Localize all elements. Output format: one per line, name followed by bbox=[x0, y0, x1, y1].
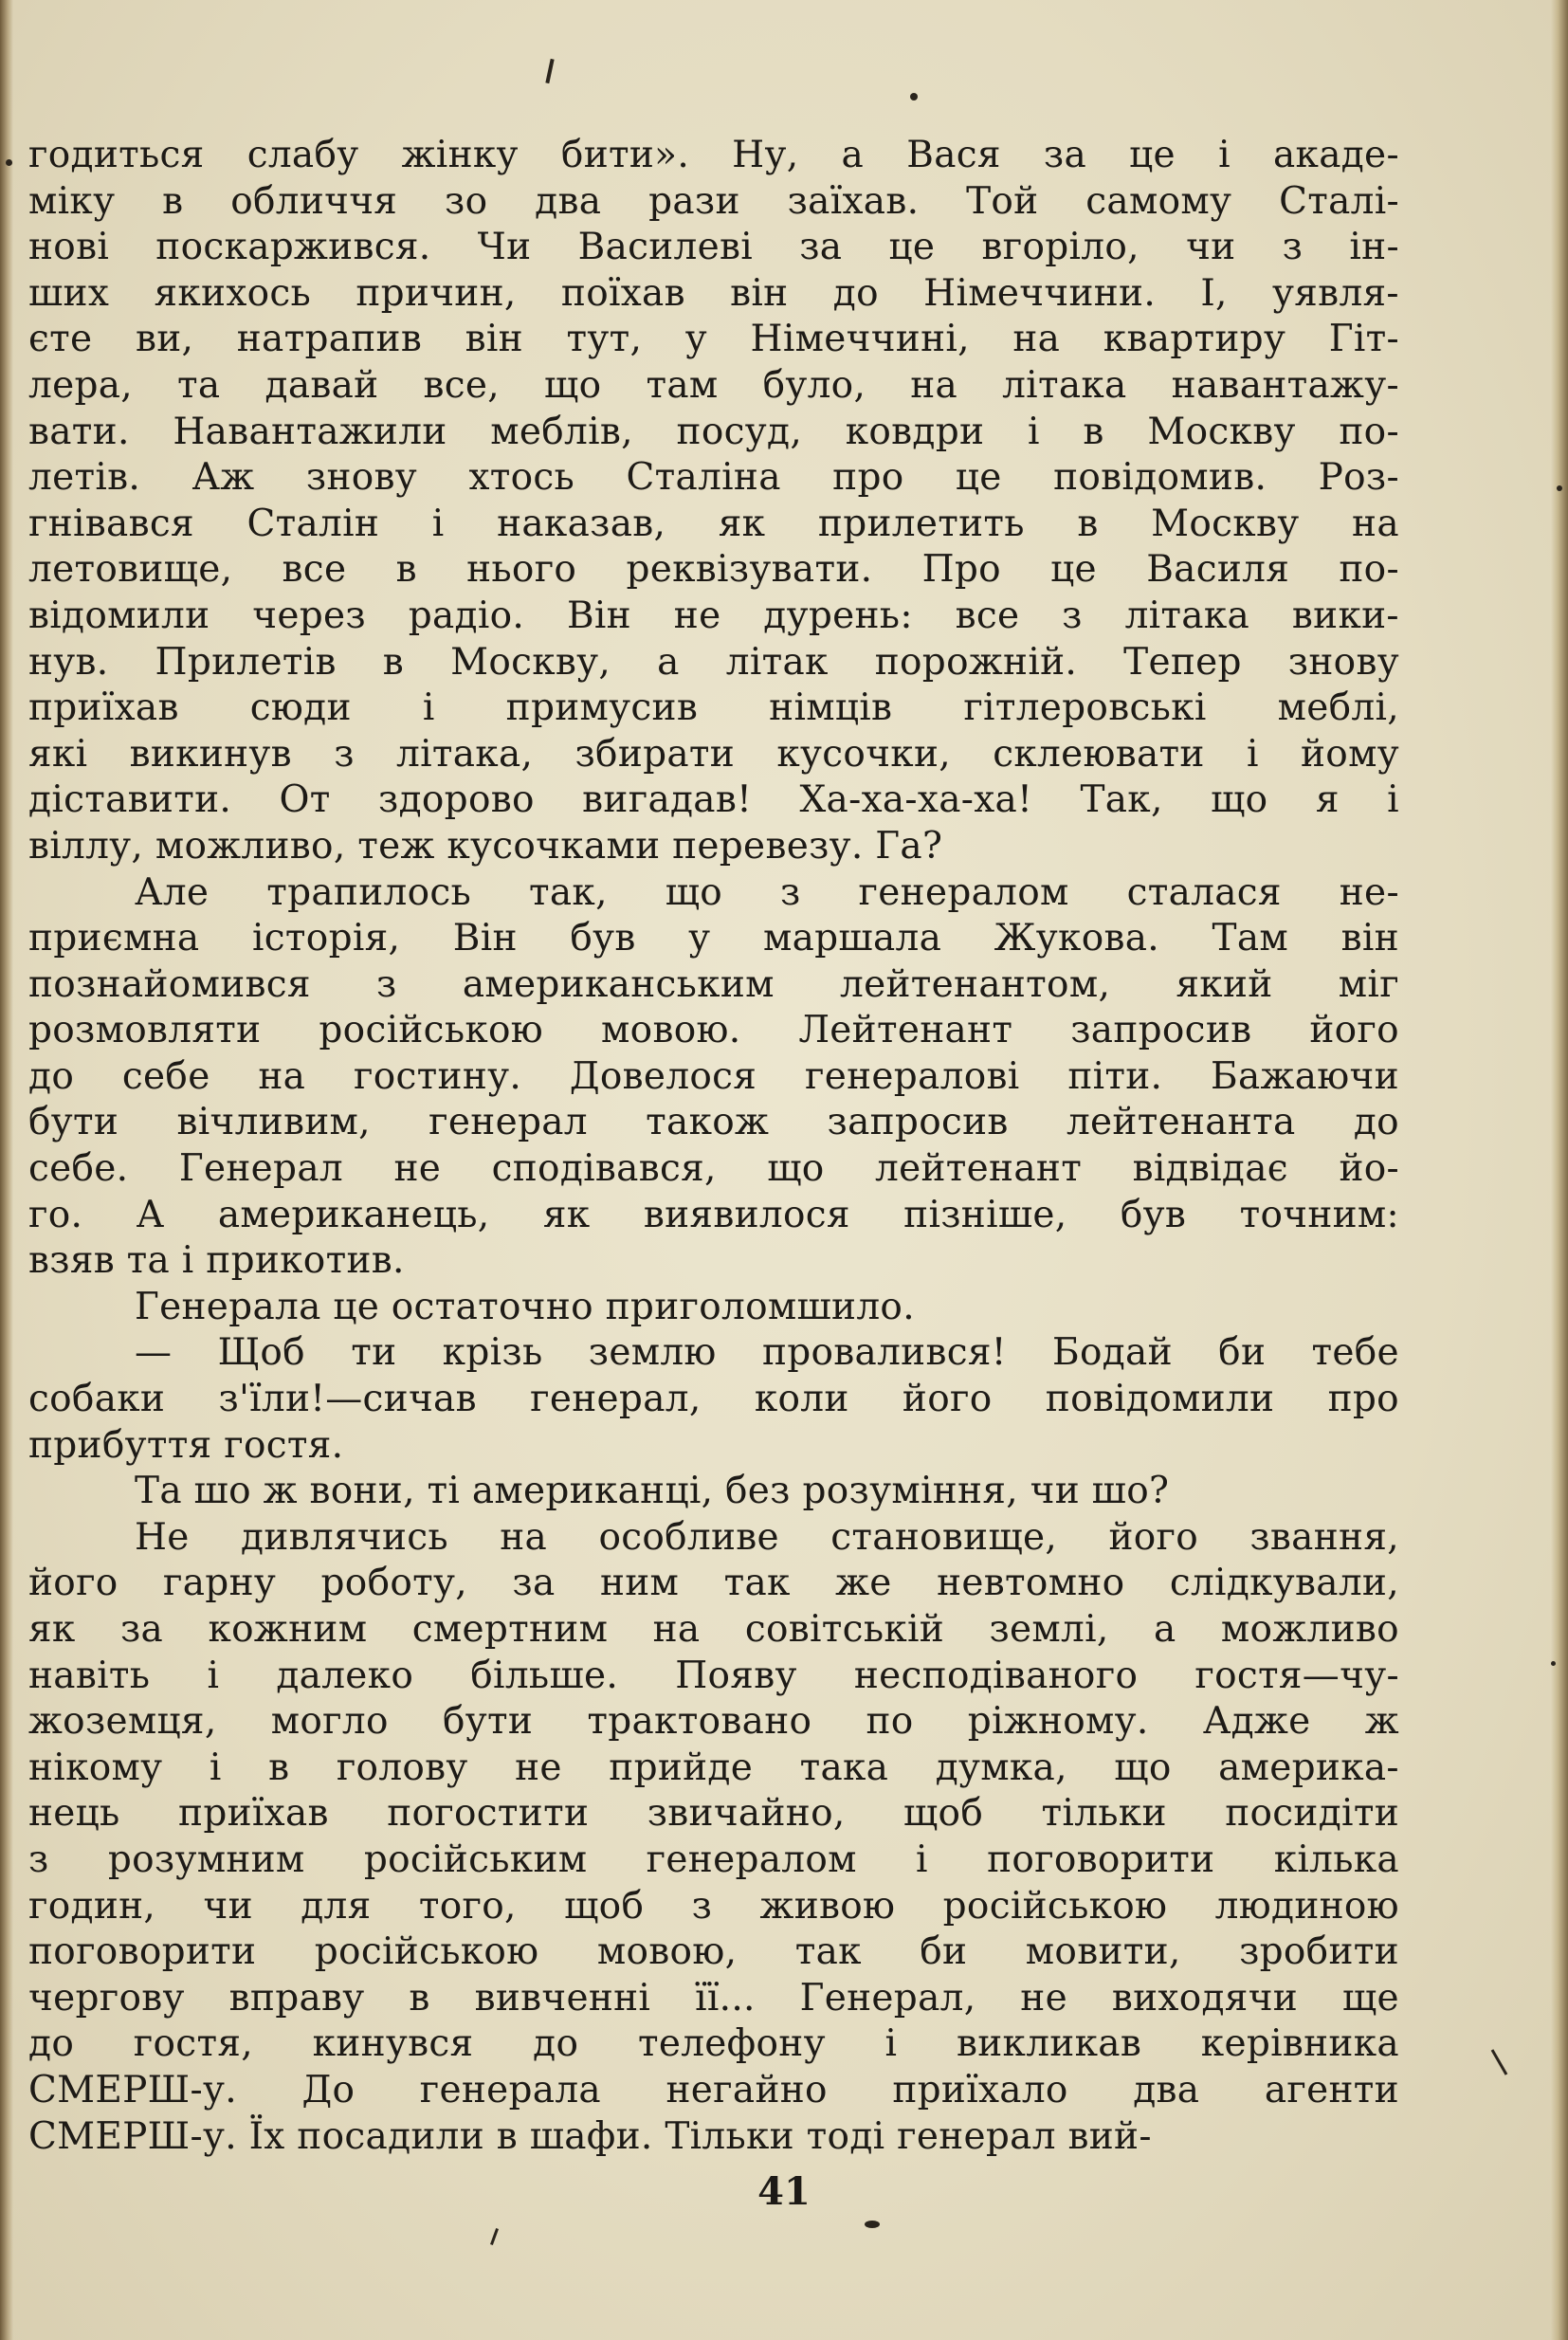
text-line: прибуття гостя. bbox=[28, 1423, 344, 1467]
text-line: СМЕРШ-у. До генерала негайно приїхало два агенти bbox=[28, 2068, 1399, 2111]
scan-mark bbox=[490, 2228, 499, 2245]
text-line: познайомився з американським лейтенантом, який міг bbox=[28, 962, 1399, 1006]
text-line: го. А американець, як виявилося пізніше, був точним: bbox=[28, 1193, 1399, 1236]
scan-mark bbox=[865, 2221, 880, 2228]
page-edge-right bbox=[1551, 0, 1568, 2340]
text-line: нець приїхав погостити звичайно, щоб тільки посидіти bbox=[28, 1792, 1399, 1836]
text-line: нікому і в голову не прийде така думка, що америка- bbox=[28, 1746, 1399, 1789]
paragraph bbox=[28, 1285, 1399, 1331]
scan-mark bbox=[6, 159, 12, 166]
text-line: Але трапилось так, що з генералом сталася не- bbox=[135, 870, 1399, 914]
body-text bbox=[28, 133, 1399, 2160]
text-line: летовище, все в нього реквізувати. Про це Василя по- bbox=[28, 548, 1399, 592]
scan-mark bbox=[910, 93, 918, 101]
scan-mark bbox=[1557, 485, 1562, 491]
text-line: себе. Генерал не сподівався, що лейтенант відвідає йо- bbox=[28, 1147, 1399, 1191]
text-line: вати. Навантажили меблів, посуд, ковдри і в Москву по- bbox=[28, 410, 1399, 453]
text-line: нові поскаржився. Чи Василеві за це вгоріло, чи з ін- bbox=[28, 226, 1399, 269]
text-line: міку в обличчя зо два рази заїхав. Той самому Сталі- bbox=[28, 179, 1399, 223]
text-line: як за кожним смертним на совітській землі, а можливо bbox=[28, 1608, 1399, 1651]
text-line: єте ви, натрапив він тут, у Німеччині, на квартиру Гіт- bbox=[28, 318, 1399, 361]
text-line: його гарну роботу, за ним так же невтомно слідкували, bbox=[28, 1562, 1399, 1605]
text-line: приємна історія, Він був у маршала Жукова. Там він bbox=[28, 917, 1399, 960]
scan-mark bbox=[1491, 2049, 1508, 2075]
text-line: які викинув з літака, збирати кусочки, склеювати і йому bbox=[28, 732, 1399, 776]
text-line: з розумним російським генералом і поговорити кілька bbox=[28, 1837, 1399, 1881]
text-line: відомили через радіо. Він не дурень: все з літака вики- bbox=[28, 594, 1399, 637]
text-line: нув. Прилетів в Москву, а літак порожній. Тепер знову bbox=[28, 640, 1399, 684]
text-line: Генерала це остаточно приголомшило. bbox=[135, 1285, 915, 1328]
text-line: Не дивлячись на особливе становище, його звання, bbox=[135, 1515, 1399, 1559]
paragraph bbox=[28, 870, 1399, 1285]
text-line: жоземця, могло бути трактовано по ріжному. Адже ж bbox=[28, 1700, 1399, 1744]
text-line: — Щоб ти крізь землю провалився! Бодай би тебе bbox=[135, 1331, 1399, 1375]
text-line: приїхав сюди і примусив німців гітлеровські меблі, bbox=[28, 686, 1399, 730]
text-line: до себе на гостину. Довелося генералові піти. Бажаючи bbox=[28, 1054, 1399, 1098]
text-line: поговорити російською мовою, так би мовити, зробити bbox=[28, 1930, 1399, 1974]
text-line: лера, та давай все, що там було, на літака навантажу- bbox=[28, 363, 1399, 407]
scan-mark bbox=[545, 59, 554, 83]
text-line: діставити. От здорово вигадав! Ха-ха-ха-ха! Так, що я і bbox=[28, 778, 1399, 822]
text-line: розмовляти російською мовою. Лейтенант запросив його bbox=[28, 1009, 1399, 1052]
paragraph bbox=[28, 1330, 1399, 1469]
text-line: собаки з'їли!—сичав генерал, коли його повідомили про bbox=[28, 1378, 1399, 1421]
scan-mark bbox=[1551, 1661, 1556, 1666]
text-line: бути вічливим, генерал також запросив лейтенанта до bbox=[28, 1101, 1399, 1144]
paragraph bbox=[28, 1515, 1399, 2160]
text-line: СМЕРШ-у. Їх посадили в шафи. Тільки тоді генерал вий- bbox=[28, 2114, 1152, 2158]
paragraph bbox=[28, 1469, 1399, 1515]
text-line: ших якихось причин, поїхав він до Німеччини. І, уявля- bbox=[28, 271, 1399, 315]
text-line: взяв та і прикотив. bbox=[28, 1239, 405, 1283]
text-line: до гостя, кинувся до телефону і викликав керівника bbox=[28, 2022, 1399, 2066]
text-line: летів. Аж знову хтось Сталіна про це повідомив. Роз- bbox=[28, 456, 1399, 500]
page-number: 41 bbox=[757, 2169, 811, 2214]
text-line: чергову вправу в вивченні її... Генерал, не виходячи ще bbox=[28, 1976, 1399, 2020]
text-line: гнівався Сталін і наказав, як прилетить в Москву на bbox=[28, 502, 1399, 545]
page-edge-left bbox=[0, 0, 13, 2340]
paragraph bbox=[28, 133, 1399, 870]
text-line: Та шо ж вони, ті американці, без розуміння, чи шо? bbox=[135, 1470, 1170, 1513]
text-line: навіть і далеко більше. Появу несподіваного гостя—чу- bbox=[28, 1654, 1399, 1697]
text-line: годиться слабу жінку бити». Ну, а Вася за це і акаде- bbox=[28, 134, 1399, 176]
text-line: годин, чи для того, щоб з живою російською людиною bbox=[28, 1884, 1399, 1928]
text-line: віллу, можливо, теж кусочками перевезу. Га? bbox=[28, 824, 943, 868]
